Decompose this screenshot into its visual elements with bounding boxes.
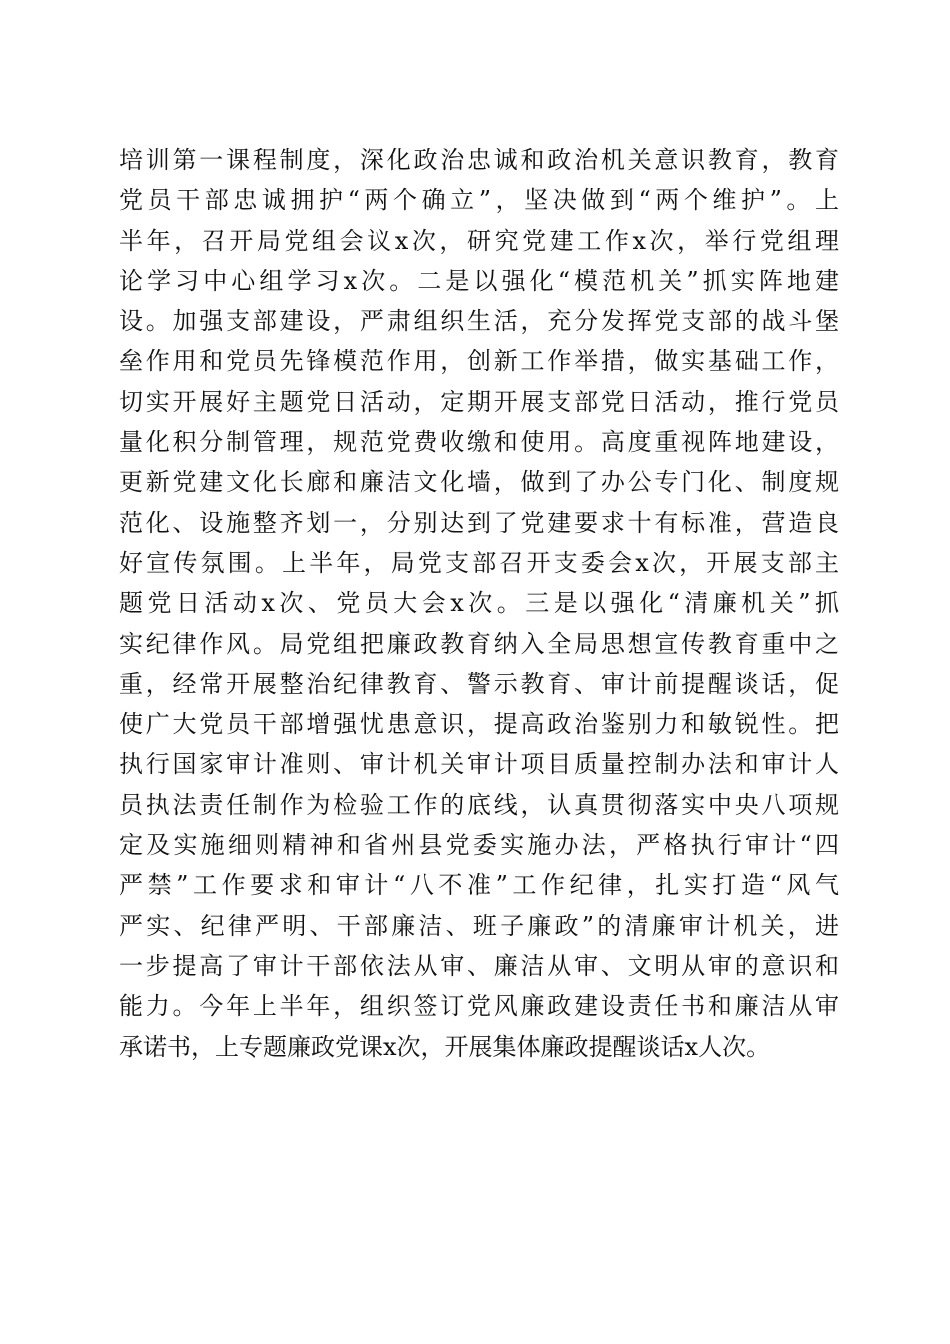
text-line-6: 垒作用和党员先锋模范作用，创新工作举措，做实基础工作， — [119, 347, 839, 376]
text-line-16: 执行国家审计准则、审计机关审计项目质量控制办法和审计人 — [119, 750, 839, 779]
text-line-8: 量化积分制管理，规范党费收缴和使用。高度重视阵地建设， — [119, 428, 839, 457]
text-line-17: 员执法责任制作为检验工作的底线，认真贯彻落实中央八项规 — [119, 790, 839, 819]
text-line-9: 更新党建文化长廊和廉洁文化墙，做到了办公专门化、制度规 — [119, 468, 839, 497]
text-line-10: 范化、设施整齐划一，分别达到了党建要求十有标准，营造良 — [119, 508, 839, 537]
text-line-1: 培训第一课程制度，深化政治忠诚和政治机关意识教育，教育 — [119, 146, 839, 174]
text-line-3: 半年，召开局党组会议x次，研究党建工作x次，举行党组理 — [119, 226, 839, 255]
text-line-15: 使广大党员干部增强忧患意识，提高政治鉴别力和敏锐性。把 — [119, 710, 839, 739]
text-line-7: 切实开展好主题党日活动，定期开展支部党日活动，推行党员 — [119, 387, 839, 416]
text-line-11: 好宣传氛围。上半年，局党支部召开支委会x次，开展支部主 — [119, 548, 839, 577]
text-line-23: 承诺书，上专题廉政党课x次，开展集体廉政提醒谈话x人次。 — [119, 1032, 771, 1061]
text-line-20: 严实、纪律严明、干部廉洁、班子廉政”的清廉审计机关，进 — [119, 911, 839, 940]
text-line-4: 论学习中心组学习x次。二是以强化“模范机关”抓实阵地建 — [119, 266, 839, 295]
text-line-18: 定及实施细则精神和省州县党委实施办法，严格执行审计“四 — [119, 831, 839, 860]
text-line-19: 严禁”工作要求和审计“八不准”工作纪律，扎实打造“风气 — [119, 871, 839, 900]
text-line-13: 实纪律作风。局党组把廉政教育纳入全局思想宣传教育重中之 — [119, 629, 839, 658]
text-line-14: 重，经常开展整治纪律教育、警示教育、审计前提醒谈话，促 — [119, 669, 839, 698]
body-paragraph — [119, 140, 839, 1067]
text-line-2: 党员干部忠诚拥护“两个确立”，坚决做到“两个维护”。上 — [119, 186, 839, 215]
text-line-5: 设。加强支部建设，严肃组织生活，充分发挥党支部的战斗堡 — [119, 307, 839, 336]
text-line-22: 能力。今年上半年，组织签订党风廉政建设责任书和廉洁从审 — [119, 992, 839, 1021]
text-line-21: 一步提高了审计干部依法从审、廉洁从审、文明从审的意识和 — [119, 951, 839, 980]
text-line-12: 题党日活动x次、党员大会x次。三是以强化“清廉机关”抓 — [119, 589, 839, 618]
